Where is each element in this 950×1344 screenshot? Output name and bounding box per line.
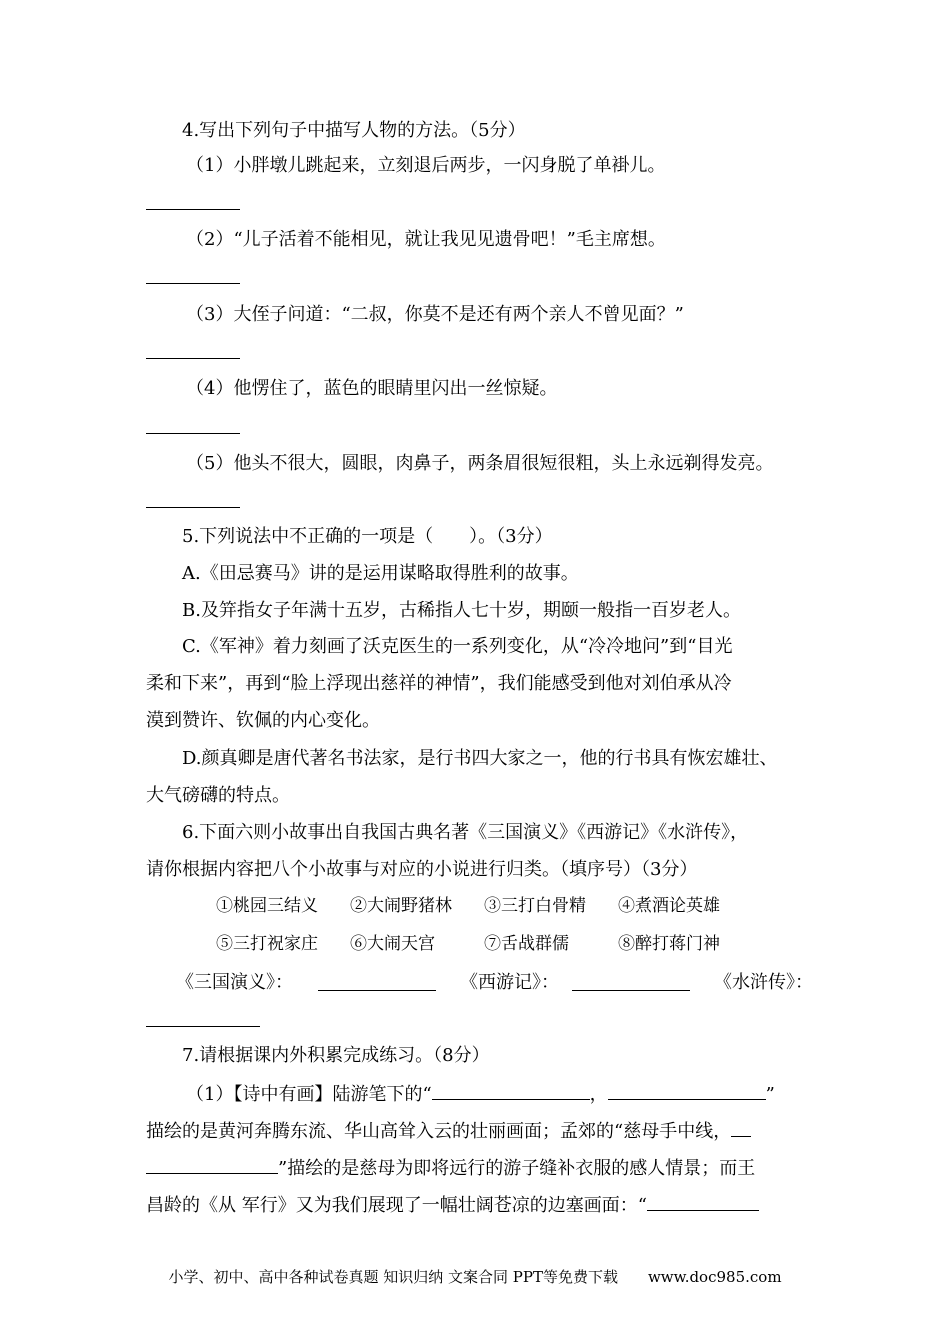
q7-line3: [146, 1155, 755, 1182]
page-footer: 小学、初中、高中各种试卷真题 知识归纳 文案合同 PPT等免费下载 www.doc985.com: [168, 1268, 782, 1286]
q5-option-a: A.《田忌赛马》讲的是运用谋略取得胜利的故事。: [182, 563, 579, 584]
q4-item-5: （5）他头不很大，圆眼，肉鼻子，两条眉很短很粗，头上永远剃得发亮。: [186, 453, 774, 474]
answer-blank-4[interactable]: [146, 433, 240, 434]
answer-blank-2[interactable]: [146, 283, 240, 284]
story-item: ②大闹野猪林: [350, 896, 452, 916]
q7-line2-text: 描绘的是黄河奔腾东流、华山高耸入云的壮丽画面；孟郊的“慈母手中线，: [146, 1121, 732, 1142]
poem-blank-1[interactable]: [432, 1081, 590, 1100]
q5-option-c-line3: 漠到赞许、钦佩的内心变化。: [146, 710, 380, 731]
poem-blank-2[interactable]: [608, 1081, 766, 1100]
answer-blank-xiyou[interactable]: [572, 990, 690, 991]
q5-option-c-line2: 柔和下来”，再到“脸上浮现出慈祥的神情”，我们能感受到他对刘伯承从冷: [146, 673, 732, 694]
story-item: ⑦舌战群儒: [484, 934, 569, 954]
poem-blank-3a[interactable]: [731, 1118, 751, 1137]
q6-title-line2: 请你根据内容把八个小故事与对应的小说进行归类。（填序号）（3分）: [146, 859, 698, 880]
q7-line2: [146, 1118, 751, 1145]
q7-line3-text: ”描绘的是慈母为即将远行的游子缝补衣服的感人情景；而王: [278, 1158, 756, 1179]
q7-line1: [186, 1081, 775, 1108]
story-item: ⑤三打祝家庄: [216, 934, 318, 954]
q7-line1-comma: ，: [589, 1084, 608, 1105]
q5-option-d-line2: 大气磅礴的特点。: [146, 785, 290, 806]
q7-line4-text: 昌龄的《从 军行》又为我们展现了一幅壮阔苍凉的边塞画面：“: [146, 1195, 647, 1216]
answer-blank-sanguo[interactable]: [318, 990, 436, 991]
book-label-sanguo: 《三国演义》：: [176, 972, 293, 993]
answer-blank-shuihu[interactable]: [146, 1026, 260, 1027]
answer-blank-1[interactable]: [146, 209, 240, 210]
poem-blank-4[interactable]: [647, 1192, 759, 1211]
q5-option-b: B.及笄指女子年满十五岁，古稀指人七十岁，期颐一般指一百岁老人。: [182, 600, 741, 621]
q4-item-3: （3）大侄子问道：“二叔，你莫不是还有两个亲人不曾见面？”: [186, 304, 684, 325]
q5-option-d-line1: D.颜真卿是唐代著名书法家，是行书四大家之一，他的行书具有恢宏雄壮、: [182, 748, 778, 769]
book-label-shuihu: 《水浒传》：: [714, 972, 813, 993]
q5-option-c-line1: C.《军神》着力刻画了沃克医生的一系列变化，从“冷冷地问”到“目光: [182, 636, 733, 657]
q4-item-1: （1）小胖墩儿跳起来，立刻退后两步，一闪身脱了单褂儿。: [186, 155, 666, 176]
q7-line1-close-quote: ”: [765, 1084, 775, 1105]
q4-item-2: （2）“儿子活着不能相见，就让我见见遗骨吧！”毛主席想。: [186, 229, 666, 250]
answer-blank-5[interactable]: [146, 507, 240, 508]
poem-blank-3b[interactable]: [146, 1155, 278, 1174]
q4-item-4: （4）他愣住了，蓝色的眼睛里闪出一丝惊疑。: [186, 378, 558, 399]
q7-title: 7.请根据课内外积累完成练习。（8分）: [182, 1045, 490, 1066]
q7-line4: [146, 1192, 759, 1219]
story-item: ④煮酒论英雄: [618, 896, 720, 916]
story-item: ⑥大闹天宫: [350, 934, 435, 954]
book-label-xiyou: 《西游记》：: [460, 972, 559, 993]
story-item: ③三打白骨精: [484, 896, 586, 916]
answer-blank-3[interactable]: [146, 358, 240, 359]
q6-title-line1: 6.下面六则小故事出自我国古典名著《三国演义》《西游记》《水浒传》，: [182, 822, 749, 843]
story-item: ⑧醉打蒋门神: [618, 934, 720, 954]
story-item: ①桃园三结义: [216, 896, 318, 916]
q5-title: 5.下列说法中不正确的一项是（ ）。（3分）: [182, 526, 553, 547]
q7-line1-text: （1）【诗中有画】陆游笔下的“: [186, 1084, 432, 1105]
q4-title: 4.写出下列句子中描写人物的方法。（5分）: [182, 120, 526, 141]
